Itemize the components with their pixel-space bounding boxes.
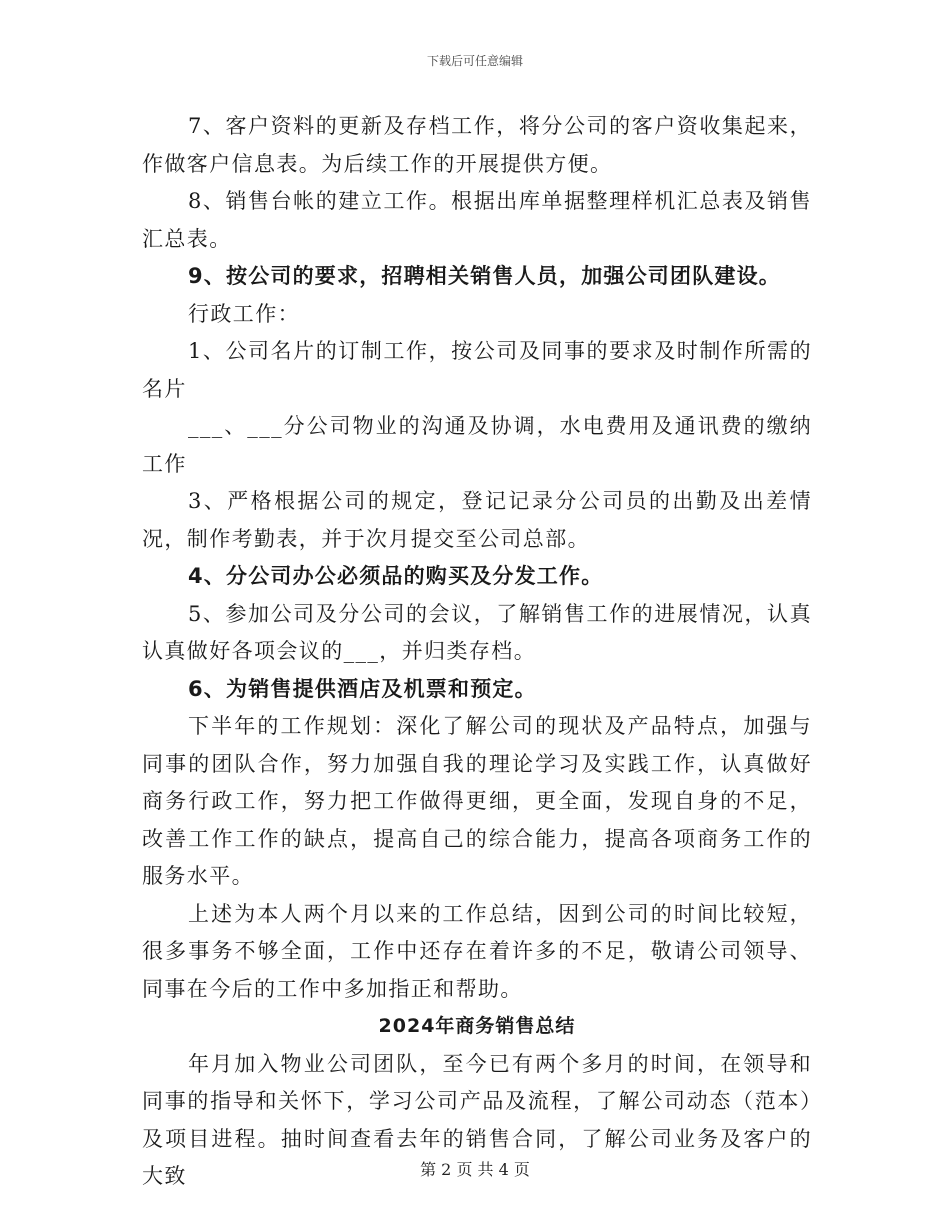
second-half-plan-paragraph: 下半年的工作规划：深化了解公司的现状及产品特点，加强与同事的团队合作，努力加强自我的理论学习及实践工作，认真做好商务行政工作，努力把工作做得更细，更全面，发现自身的不足，改善工作工作的缺点，提高自己的综合能力，提高各项商务工作的服务水平。 <box>142 714 812 888</box>
paragraph-item-7: 7、客户资料的更新及存档工作，将分公司的客户资收集起来，作做客户信息表。为后续工作的开展提供方便。 <box>142 114 812 176</box>
section-intro-paragraph: 年月加入物业公司团队，至今已有两个多月的时间，在领导和同事的指导和关怀下，学习公司产品及流程，了解公司动态（范本）及项目进程。抽时间查看去年的销售合同，了解公司业务及客户的大致 <box>142 1051 812 1188</box>
admin-item-2: ___、___分公司物业的沟通及协调，水电费用及通讯费的缴纳工作 <box>142 414 812 476</box>
page-header: 下载后可任意编辑 <box>426 54 523 68</box>
admin-item-1: 1、公司名片的订制工作，按公司及同事的要求及时制作所需的名片 <box>142 339 812 401</box>
admin-item-3: 3、严格根据公司的规定，登记记录分公司员的出勤及出差情况，制作考勤表，并于次月提交至公司总部。 <box>142 489 812 551</box>
section-title: 2024年商务销售总结 <box>378 1015 576 1037</box>
admin-item-5: 5、参加公司及分公司的会议，了解销售工作的进展情况，认真认真做好各项会议的___，并归类存档。 <box>142 601 812 663</box>
admin-work-heading: 行政工作： <box>188 301 300 326</box>
page-footer: 第 2 页 共 4 页 <box>420 1160 530 1179</box>
admin-item-6: 6、为销售提供酒店及机票和预定。 <box>188 676 537 701</box>
summary-closing-paragraph: 上述为本人两个月以来的工作总结，因到公司的时间比较短，很多事务不够全面，工作中还存在着许多的不足，敬请公司领导、同事在今后的工作中多加指正和帮助。 <box>142 901 812 1001</box>
document-body <box>142 108 812 1196</box>
paragraph-item-9: 9、按公司的要求，招聘相关销售人员，加强公司团队建设。 <box>188 264 782 288</box>
paragraph-item-8: 8、销售台帐的建立工作。根据出库单据整理样机汇总表及销售汇总表。 <box>142 189 812 251</box>
admin-item-4: 4、分公司办公必须品的购买及分发工作。 <box>188 564 604 588</box>
